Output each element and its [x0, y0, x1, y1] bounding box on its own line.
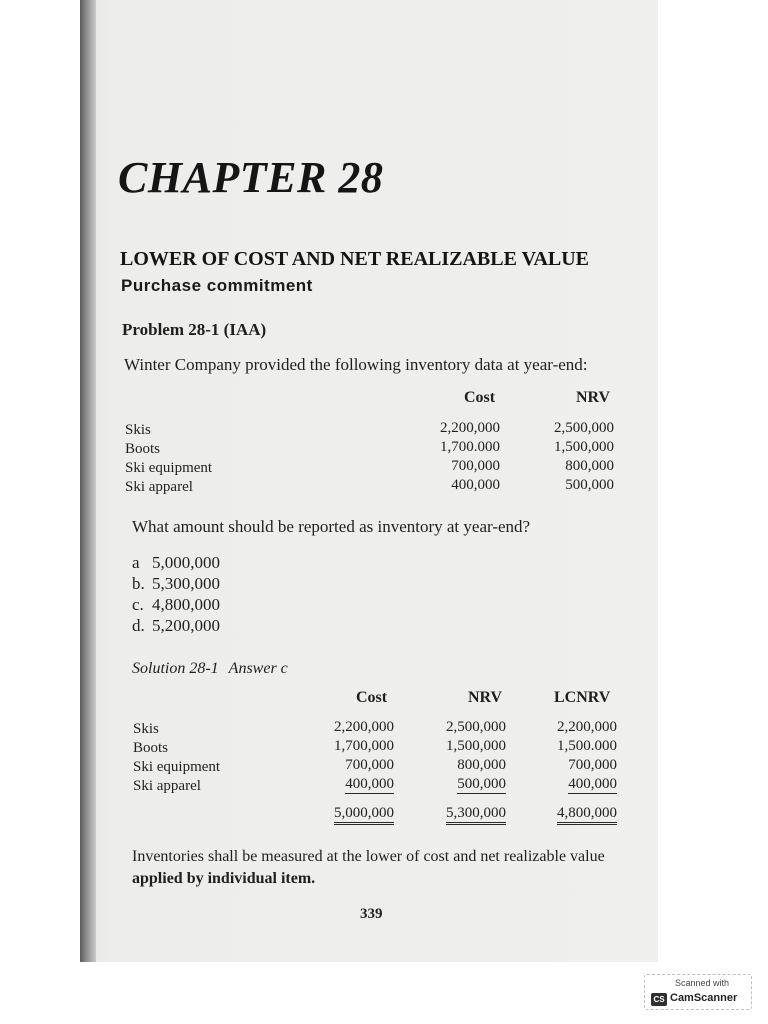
solution-answer: Answer c — [228, 660, 288, 677]
solution-total-cost — [300, 805, 394, 822]
problem-row-item: Ski equipment — [125, 460, 213, 476]
solution-row-lcnrv — [520, 776, 617, 793]
page-number: 339 — [360, 906, 383, 922]
choice-value: 4,800,000 — [152, 595, 220, 614]
solution-row-lcnrv: 1,500.000 — [557, 738, 617, 754]
solution-row-lcnrv: 2,200,000 — [557, 719, 617, 735]
section-title: LOWER OF COST AND NET REALIZABLE VALUE — [120, 248, 590, 270]
problem-question: What amount should be reported as inventory at year-end? — [132, 517, 531, 536]
solution-heading — [132, 660, 288, 678]
solution-header-cost: Cost — [356, 689, 388, 706]
solution-header-nrv: NRV — [468, 689, 503, 706]
solution-row-item: Boots — [133, 740, 169, 756]
problem-row-nrv: 500,000 — [565, 477, 614, 493]
section-subtitle: Purchase commitment — [121, 276, 313, 295]
problem-row-item: Boots — [125, 441, 161, 457]
solution-row-item: Ski apparel — [133, 778, 201, 794]
problem-row-cost: 2,200,000 — [440, 420, 500, 436]
solution-total-nrv-value: 5,300,000 — [446, 805, 506, 825]
camscanner-watermark — [644, 974, 752, 1010]
choice-letter: b. — [132, 574, 145, 593]
problem-row-nrv: 2,500,000 — [554, 420, 614, 436]
solution-total-nrv — [410, 805, 506, 822]
solution-row-cost: 700,000 — [345, 757, 394, 773]
watermark-caption: Scanned with — [675, 978, 730, 988]
choice-value: 5,300,000 — [152, 574, 220, 593]
solution-header-lcnrv: LCNRV — [554, 689, 611, 706]
conclusion-text: Inventories shall be measured at the lower of cost and net realizable value — [132, 848, 605, 865]
conclusion-emphasis: applied by individual item. — [132, 870, 316, 887]
solution-row-nrv: 800,000 — [457, 757, 506, 773]
problem-row-cost: 700,000 — [451, 458, 500, 474]
solution-row-nrv-value: 500,000 — [457, 776, 506, 792]
book-binding-shadow — [80, 0, 96, 962]
solution-conclusion — [132, 846, 632, 890]
solution-row-cost-value: 400,000 — [345, 776, 394, 792]
problem-row-item: Skis — [125, 422, 151, 438]
problem-intro: Winter Company provided the following inventory data at year-end: — [124, 355, 588, 374]
chapter-title: CHAPTER 28 — [118, 153, 384, 202]
problem-row-cost: 400,000 — [451, 477, 500, 493]
solution-row-lcnrv: 700,000 — [568, 757, 617, 773]
solution-row-nrv: 1,500,000 — [446, 738, 506, 754]
choice-value: 5,000,000 — [152, 553, 220, 572]
solution-row-item: Ski equipment — [133, 759, 221, 775]
watermark-brand: CamScanner — [670, 992, 738, 1004]
problem-row-nrv: 1,500,000 — [554, 439, 614, 455]
choice-item — [132, 574, 220, 594]
solution-title: Solution 28-1 — [132, 660, 219, 677]
solution-row-cost: 1,700,000 — [334, 738, 394, 754]
problem-row-cost: 1,700.000 — [440, 439, 500, 455]
solution-total-cost-value: 5,000,000 — [334, 805, 394, 825]
choice-letter: d. — [132, 616, 145, 635]
problem-row-item: Ski apparel — [125, 479, 193, 495]
problem-row-nrv: 800,000 — [565, 458, 614, 474]
choice-letter: c. — [132, 595, 144, 614]
choice-letter: a — [132, 553, 140, 572]
solution-row-cost: 2,200,000 — [334, 719, 394, 735]
solution-total-lcnrv-value: 4,800,000 — [557, 805, 617, 825]
solution-row-nrv — [410, 776, 506, 793]
solution-row-lcnrv-value: 400,000 — [568, 776, 617, 792]
camscanner-logo-icon: CS — [651, 993, 667, 1006]
problem-title: Problem 28-1 (IAA) — [122, 320, 267, 339]
solution-row-item: Skis — [133, 721, 159, 737]
solution-row-nrv: 2,500,000 — [446, 719, 506, 735]
solution-total-lcnrv — [520, 805, 617, 822]
choice-item — [132, 616, 220, 636]
problem-header-nrv: NRV — [576, 389, 611, 406]
problem-header-cost: Cost — [464, 389, 496, 406]
choice-value: 5,200,000 — [152, 616, 220, 635]
choice-item — [132, 595, 220, 615]
solution-row-cost — [300, 776, 394, 793]
choice-item — [132, 553, 220, 573]
